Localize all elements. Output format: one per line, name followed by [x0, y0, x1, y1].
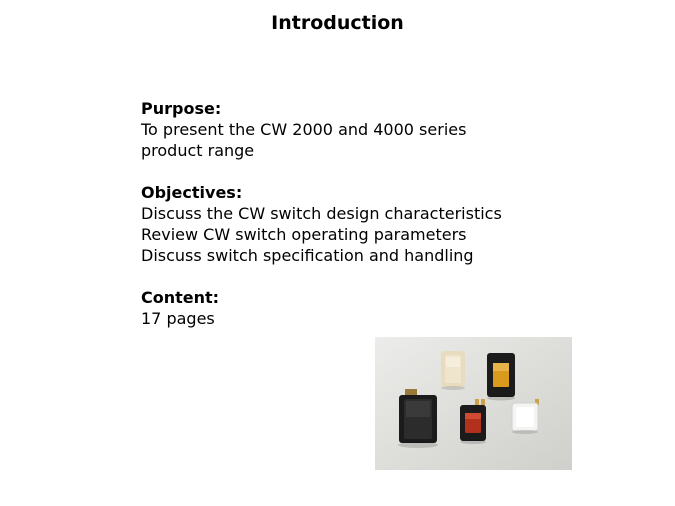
amber-switch [487, 353, 515, 401]
objective-item: Discuss the CW switch design characteristics [141, 204, 502, 223]
content-heading: Content: [141, 288, 220, 307]
content-section [141, 287, 641, 329]
red-switch [460, 399, 486, 444]
page-title: Introduction [271, 12, 404, 34]
product-photo [375, 337, 572, 470]
purpose-heading: Purpose: [141, 99, 222, 118]
switches-illustration [375, 337, 572, 470]
page-count: 17 pages [141, 309, 215, 328]
objectives-section [141, 182, 641, 266]
purpose-section [141, 98, 641, 161]
black-switch-large [398, 389, 438, 448]
ivory-switch [441, 351, 465, 390]
objective-item: Discuss switch specification and handling [141, 246, 474, 265]
white-switch [512, 399, 539, 434]
objectives-heading: Objectives: [141, 183, 243, 202]
slide-body [141, 98, 641, 350]
objective-item: Review CW switch operating parameters [141, 225, 467, 244]
purpose-line: To present the CW 2000 and 4000 series [141, 120, 467, 139]
purpose-line: product range [141, 141, 255, 160]
